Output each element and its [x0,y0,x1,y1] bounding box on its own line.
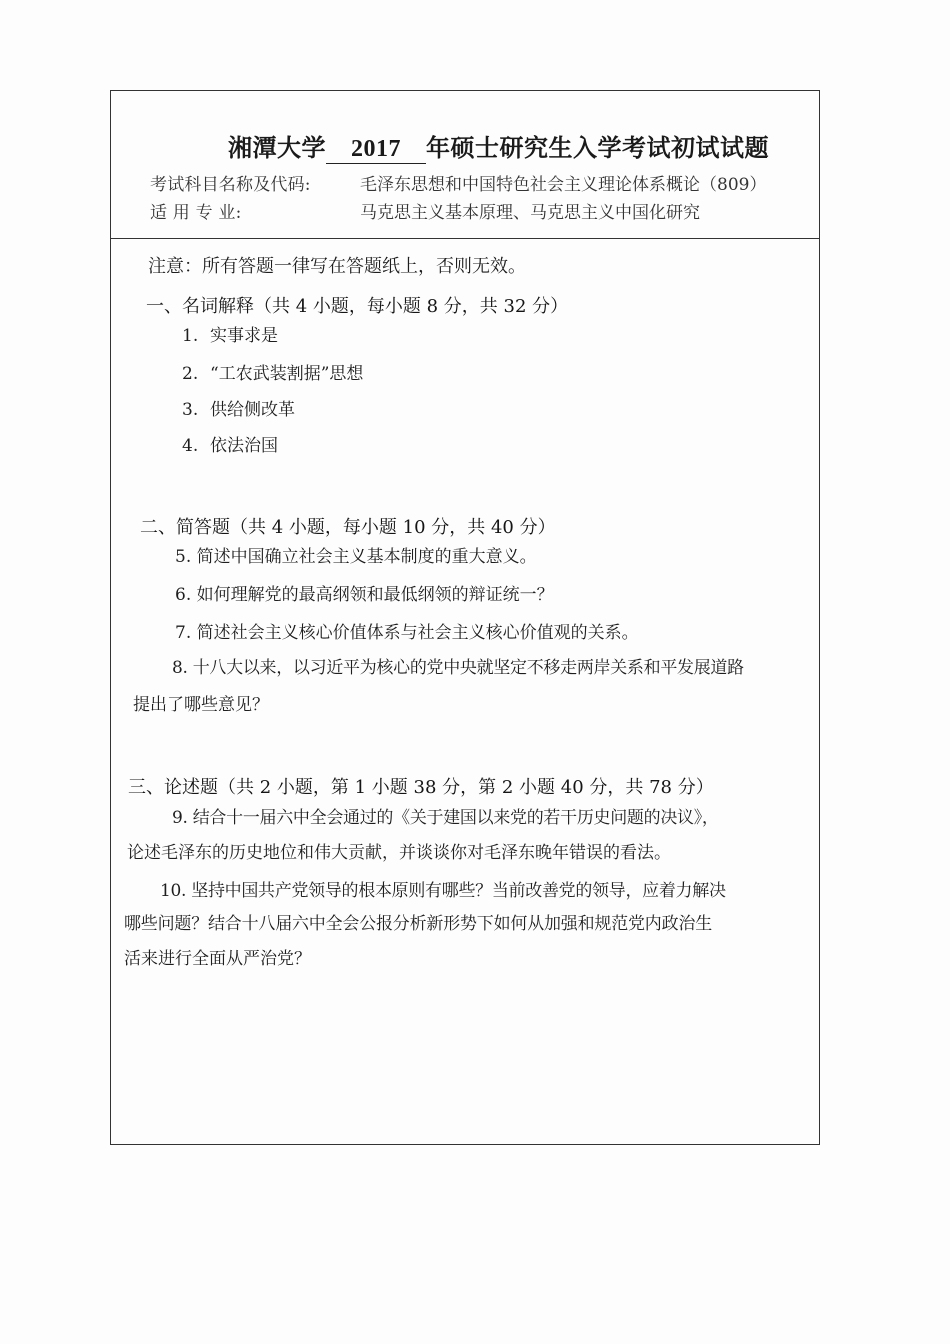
list-item: 1. 实事求是 [182,326,278,346]
question-10-line1: 10. 坚持中国共产党领导的根本原则有哪些？当前改善党的领导，应着力解决 [160,881,726,901]
section1-title: 一、名词解释（共 4 小题，每小题 8 分，共 32 分） [146,296,569,317]
major-line [150,198,700,223]
subject-value: 毛泽东思想和中国特色社会主义理论体系概论（809） [360,175,767,195]
question-5: 5. 简述中国确立社会主义基本制度的重大意义。 [175,547,537,567]
question-10-line3: 活来进行全面从严治党？ [124,949,311,969]
list-item: 3. 供给侧改革 [182,400,295,420]
question-10-line2: 哪些问题？结合十八届六中全会公报分析新形势下如何从加强和规范党内政治生 [124,914,712,934]
section2-title: 二、简答题（共 4 小题，每小题 10 分，共 40 分） [140,517,556,538]
header-divider [110,238,820,239]
question-7: 7. 简述社会主义核心价值体系与社会主义核心价值观的关系。 [175,623,639,643]
major-label: 适 用 专 业: [150,203,242,223]
exam-title-suffix: 年硕士研究生入学考试初试试题 [426,133,769,162]
question-8-line1: 8. 十八大以来，以习近平为核心的党中央就坚定不移走两岸关系和平发展道路 [172,658,744,678]
list-item: 2. “工农武装割据”思想 [182,364,364,384]
subject-line [150,170,766,195]
subject-label: 考试科目名称及代码: [150,175,311,195]
university-name: 湘潭大学 [228,133,326,162]
exam-title [228,128,769,164]
question-9-line2: 论述毛泽东的历史地位和伟大贡献，并谈谈你对毛泽东晚年错误的看法。 [127,843,671,863]
question-9-line1: 9. 结合十一届六中全会通过的《关于建国以来党的若干历史问题的决议》， [172,808,719,828]
exam-year: 2017 [326,136,426,164]
question-6: 6. 如何理解党的最高纲领和最低纲领的辩证统一？ [175,585,554,605]
question-8-line2: 提出了哪些意见？ [133,695,269,715]
list-item: 4. 依法治国 [182,436,278,456]
section3-title: 三、论述题（共 2 小题，第 1 小题 38 分，第 2 小题 40 分，共 78 分） [128,777,714,798]
notice-text: 注意：所有答题一律写在答题纸上，否则无效。 [148,256,526,277]
major-value: 马克思主义基本原理、马克思主义中国化研究 [360,203,700,223]
